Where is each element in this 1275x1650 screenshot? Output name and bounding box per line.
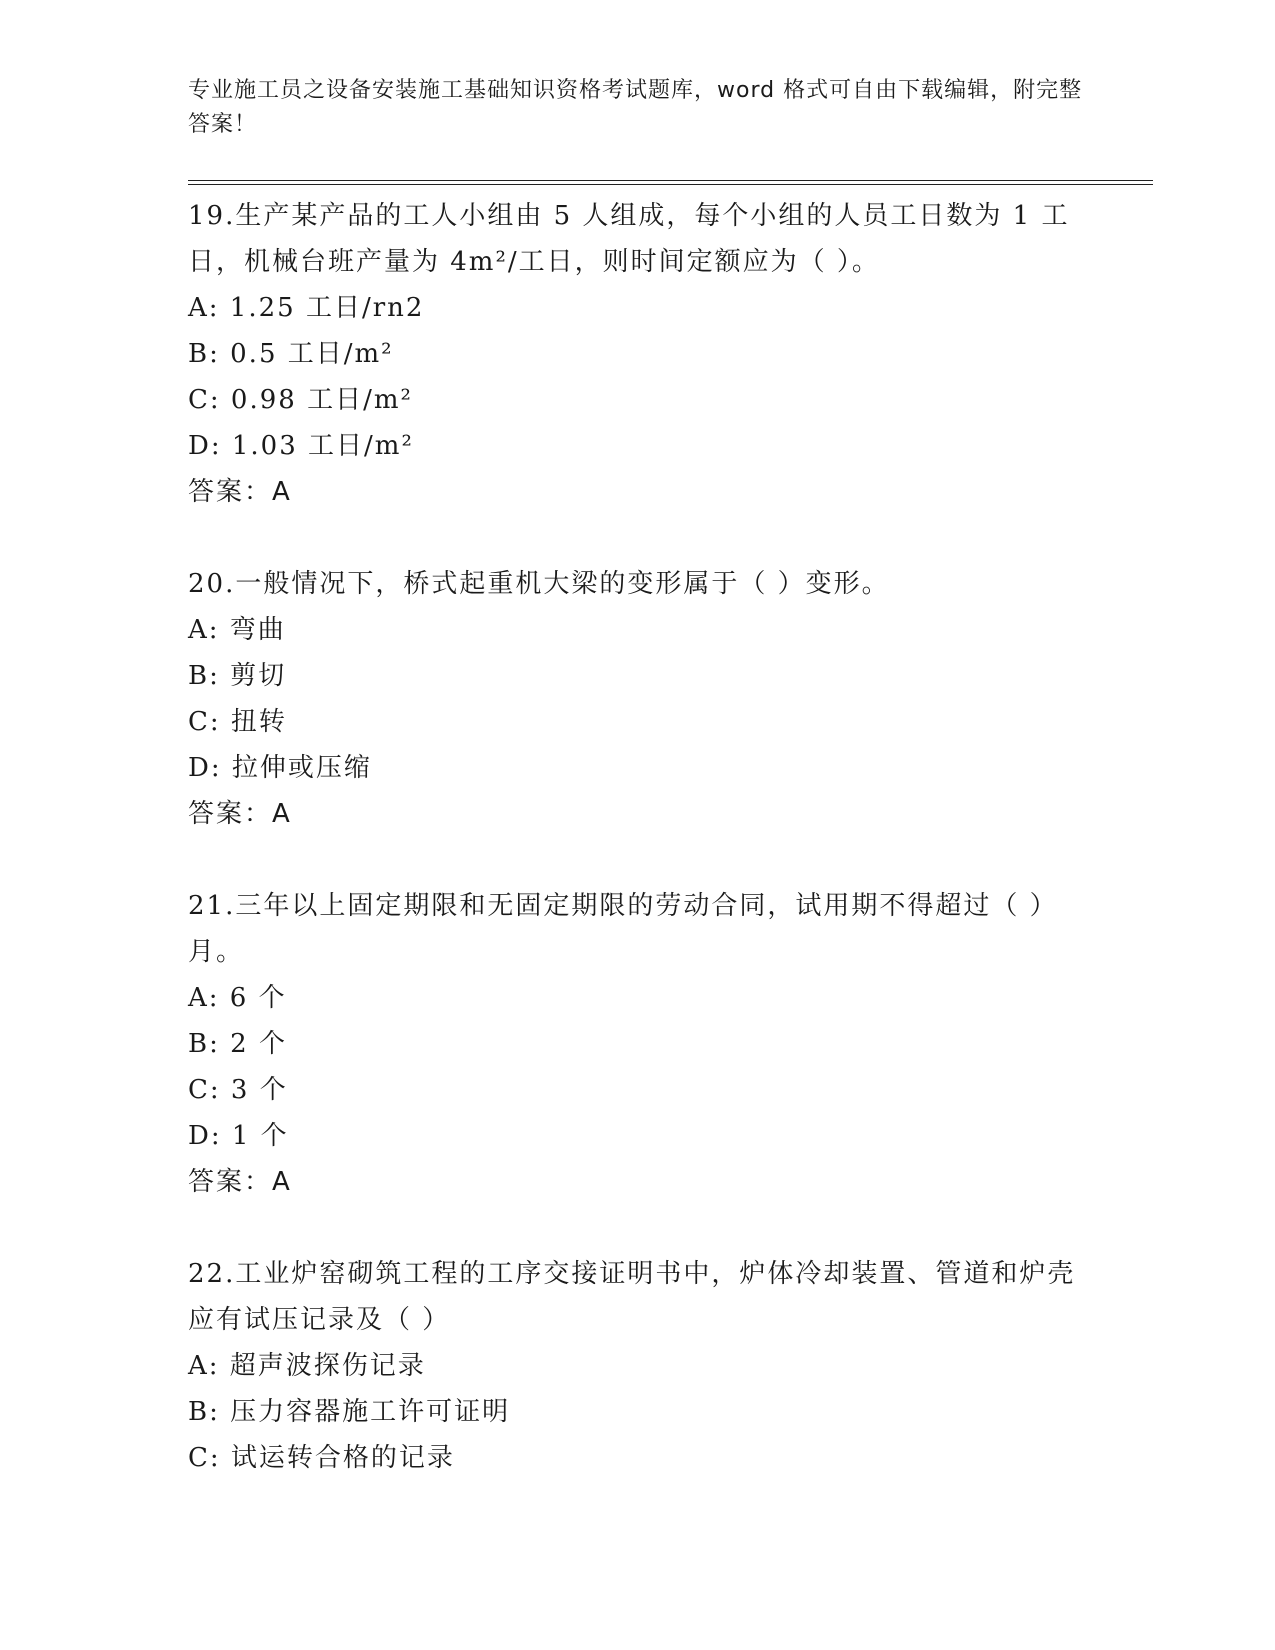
header-divider-bottom	[188, 184, 1153, 185]
answer-line: 答案：A	[188, 799, 292, 829]
option-a: A: 6 个	[188, 983, 287, 1013]
option-b: B: 剪切	[188, 661, 287, 691]
header-divider-top	[188, 180, 1153, 181]
question-22	[188, 1251, 1088, 1481]
question-19	[188, 193, 1088, 515]
question-20	[188, 561, 1088, 837]
question-21	[188, 883, 1088, 1205]
option-b: B: 0.5 工日/m²	[188, 339, 394, 369]
question-stem: 19.生产某产品的工人小组由 5 人组成，每个小组的人员工日数为 1 工日，机械台班产量为 4m²/工日，则时间定额应为（ ）。	[188, 201, 1070, 277]
option-d: D: 1 个	[188, 1121, 289, 1151]
question-stem: 21.三年以上固定期限和无固定期限的劳动合同，试用期不得超过（ ）月。	[188, 891, 1058, 967]
option-a: A: 超声波探伤记录	[188, 1351, 426, 1381]
option-a: A: 1.25 工日/rn2	[188, 293, 425, 323]
answer-line: 答案：A	[188, 1167, 292, 1197]
question-stem: 22.工业炉窑砌筑工程的工序交接证明书中，炉体冷却装置、管道和炉壳应有试压记录及（ ）	[188, 1259, 1076, 1335]
question-list	[188, 193, 1088, 1527]
document-header	[188, 74, 1088, 142]
option-d: D: 1.03 工日/m²	[188, 431, 414, 461]
option-b: B: 2 个	[188, 1029, 287, 1059]
option-c: C: 试运转合格的记录	[188, 1443, 455, 1473]
option-c: C: 扭转	[188, 707, 287, 737]
option-c: C: 3 个	[188, 1075, 288, 1105]
header-intro-text: 专业施工员之设备安装施工基础知识资格考试题库，word 格式可自由下载编辑，附完整答案！	[188, 78, 1083, 137]
option-b: B: 压力容器施工许可证明	[188, 1397, 511, 1427]
question-stem: 20.一般情况下，桥式起重机大梁的变形属于（ ）变形。	[188, 569, 890, 599]
option-d: D: 拉伸或压缩	[188, 753, 372, 783]
option-a: A: 弯曲	[188, 615, 286, 645]
answer-line: 答案：A	[188, 477, 292, 507]
option-c: C: 0.98 工日/m²	[188, 385, 413, 415]
